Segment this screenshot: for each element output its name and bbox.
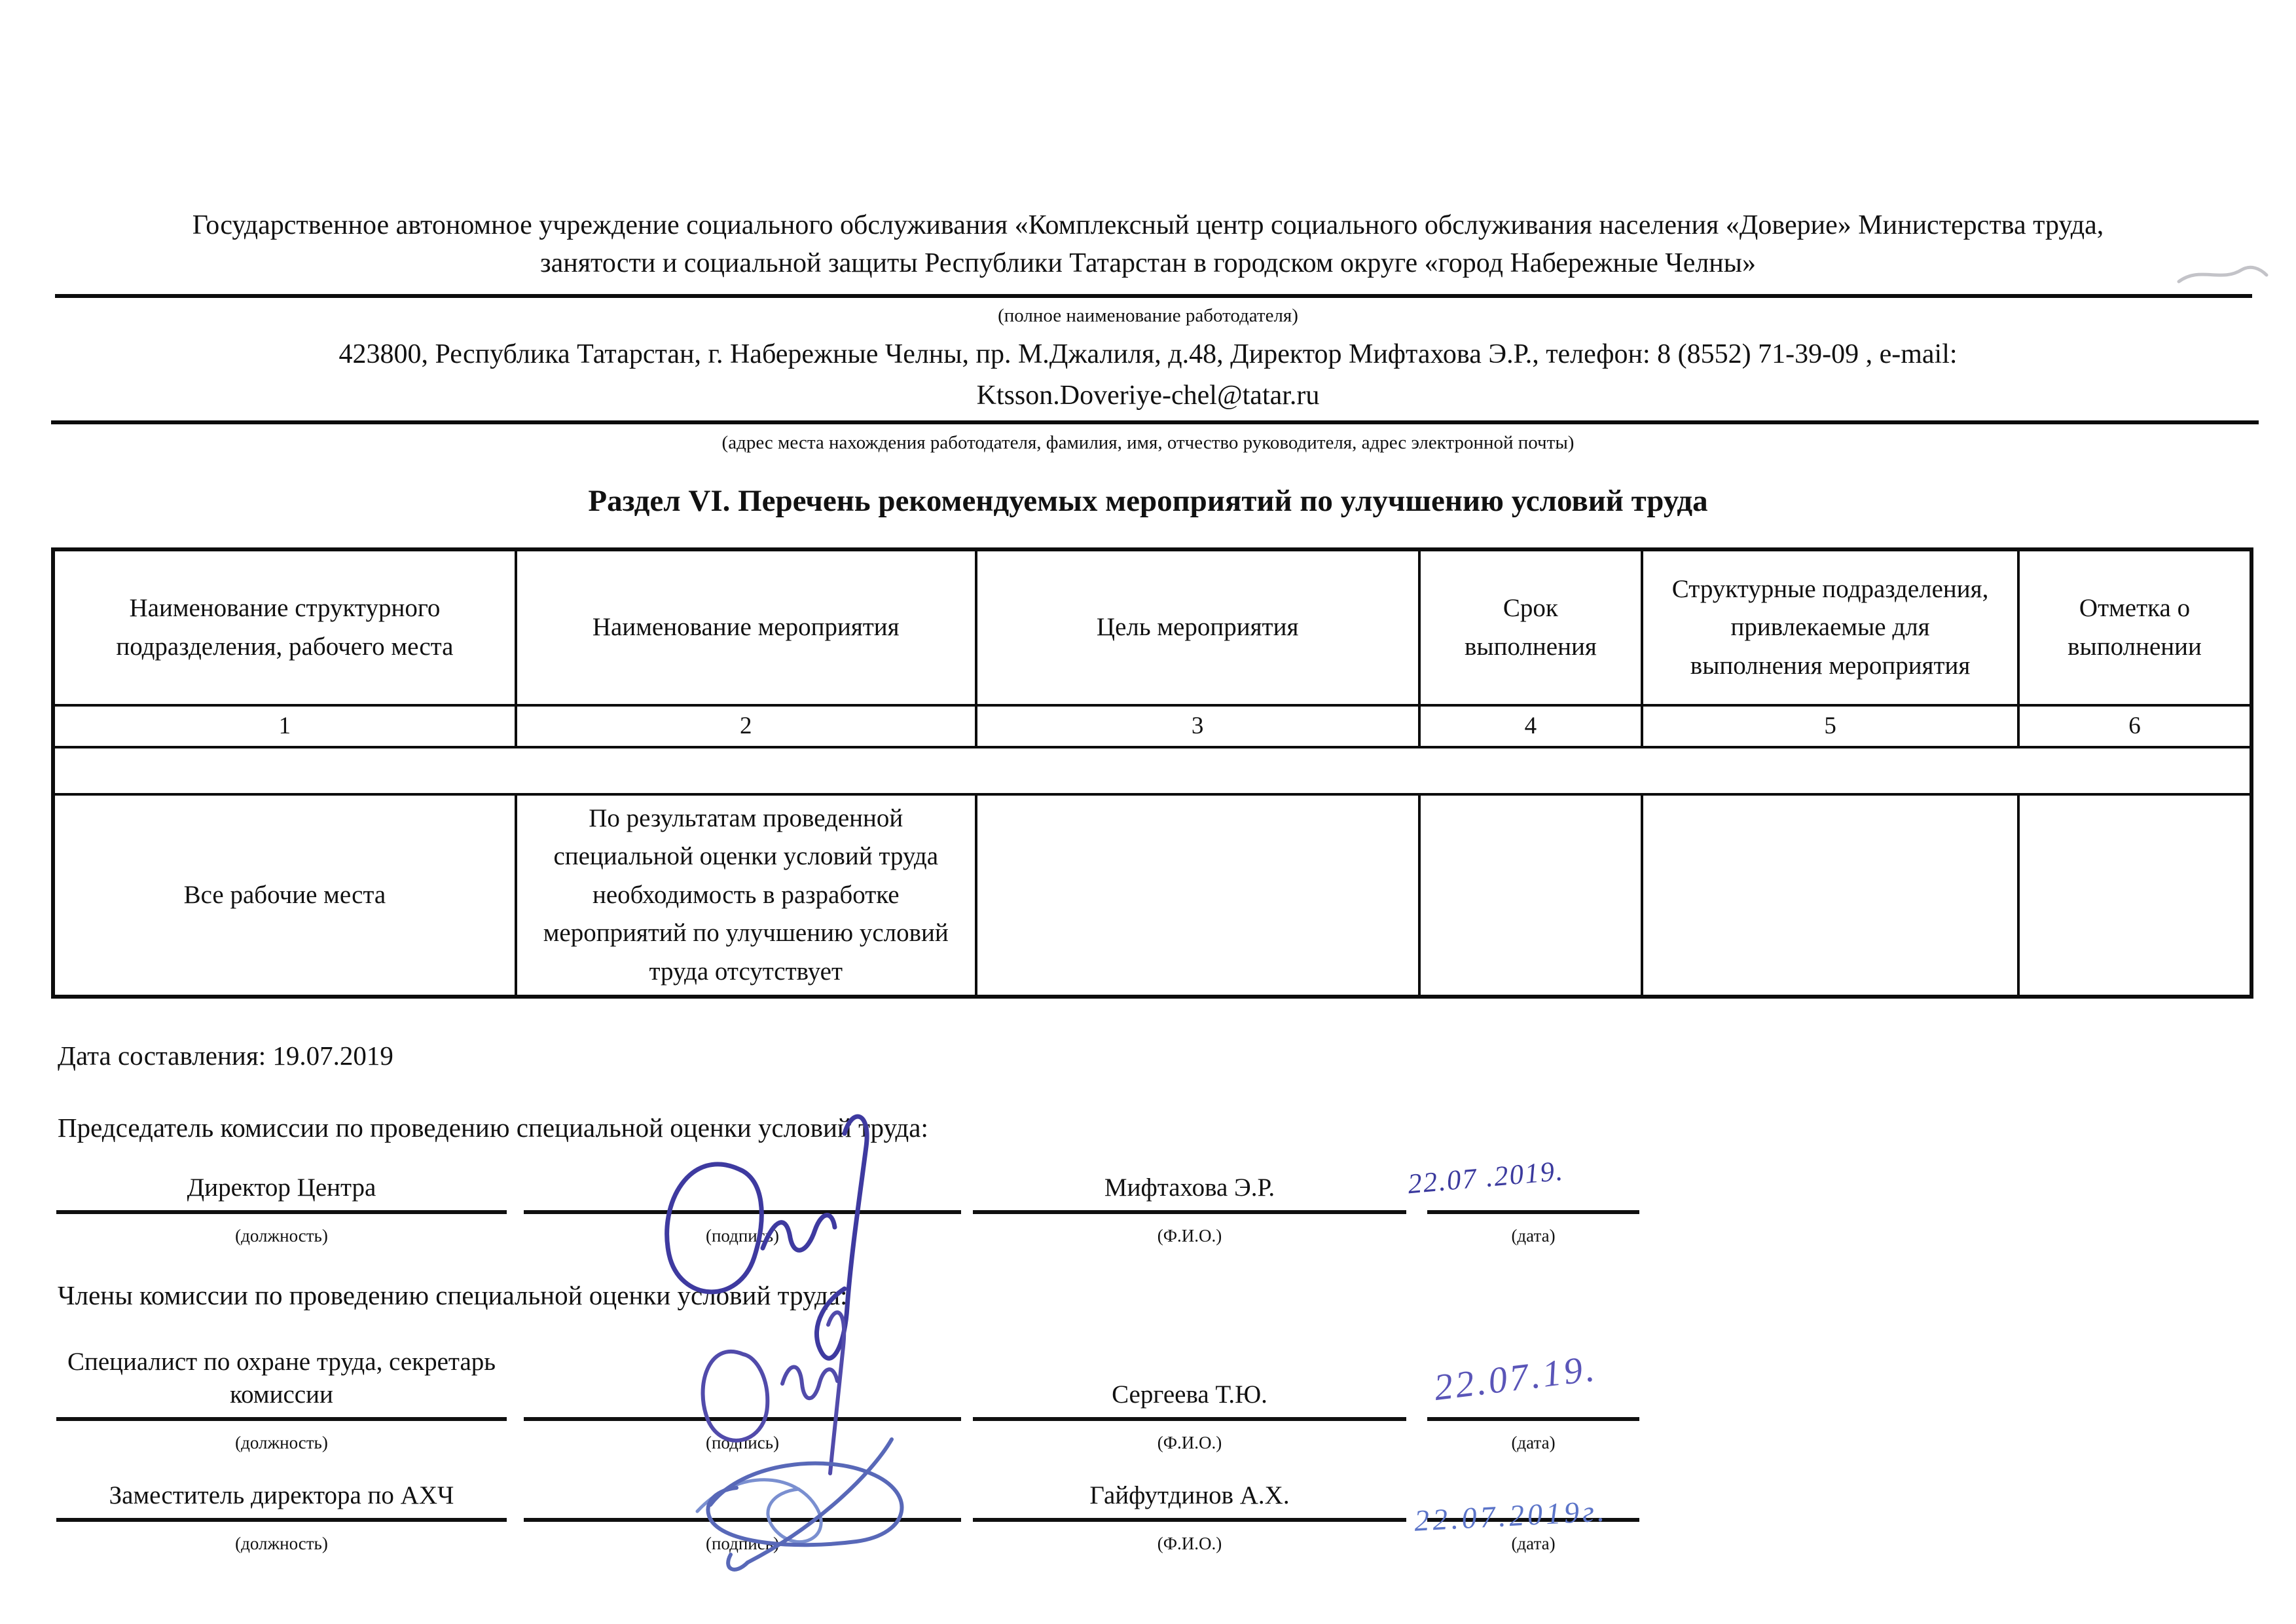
position-caption: (должность) — [235, 1433, 328, 1452]
name-caption: (Ф.И.О.) — [1157, 1534, 1222, 1553]
member1-handwritten-date: 22.07.19. — [1432, 1348, 1599, 1409]
employer-email: Ktsson.Doveriye-chel@tatar.ru — [976, 380, 1320, 411]
table-row — [53, 794, 2251, 997]
chairman-signature-line — [524, 1159, 961, 1214]
name-caption: (Ф.И.О.) — [1157, 1433, 1222, 1452]
spacer-cell — [53, 747, 2251, 794]
col-header-mark: Отметка о выполнении — [2018, 549, 2251, 705]
col-header-unit: Наименование структурного подразделения, рабочего места — [53, 549, 516, 705]
col-header-measure: Наименование мероприятия — [516, 549, 976, 705]
signature-caption: (подпись) — [705, 1534, 780, 1553]
cell-term — [1419, 794, 1643, 997]
section-title: Раздел VI. Перечень рекомендуемых мероприятий по улучшению условий труда — [588, 484, 1708, 518]
column-number-row — [53, 705, 2251, 747]
chairman-heading: Председатель комиссии по проведению специальной оценки условий труда: — [58, 1113, 928, 1143]
cell-measure: По результатам проведенной специальной оценки условий труда необходимость в разработке мероприятий по улучшению условий труда отсутствует — [516, 794, 976, 997]
member1-signature-line — [524, 1336, 961, 1421]
measures-table — [51, 547, 2253, 999]
compilation-date: Дата составления: 19.07.2019 — [58, 1041, 393, 1071]
cell-departments — [1642, 794, 2018, 997]
col-number: 4 — [1419, 705, 1643, 747]
cell-mark — [2018, 794, 2251, 997]
employer-address-caption: (адрес места нахождения работодателя, фамилия, имя, отчество руководителя, адрес электронной почты) — [721, 432, 1575, 453]
cell-unit: Все рабочие места — [53, 794, 516, 997]
employer-address: 423800, Республика Татарстан, г. Набережные Челны, пр. М.Джалиля, д.48, Директор Мифтахова Э.Р., телефон: 8 (8552) 71-39-09 , e-mail: — [338, 339, 1958, 369]
member2-handwritten-date: 22.07.2019г. — [1413, 1494, 1609, 1538]
col-number: 5 — [1642, 705, 2018, 747]
employer-address-block — [45, 334, 2251, 416]
member1-name: Сергеева Т.Ю. — [973, 1336, 1406, 1421]
table-header-row — [53, 549, 2251, 705]
member2-position: Заместитель директора по АХЧ — [56, 1477, 507, 1522]
chairman-position: Директор Центра — [56, 1159, 507, 1214]
col-header-term: Срок выполнения — [1419, 549, 1643, 705]
signature-caption: (подпись) — [705, 1226, 780, 1246]
member2-signature-line — [524, 1477, 961, 1522]
chairman-name: Мифтахова Э.Р. — [973, 1159, 1406, 1214]
employer-name-caption: (полное наименование работодателя) — [998, 305, 1298, 326]
position-caption: (должность) — [235, 1534, 328, 1553]
col-header-goal: Цель мероприятия — [976, 549, 1419, 705]
member1-position: Специалист по охране труда, секретарь комиссии — [56, 1336, 507, 1421]
divider-line — [51, 420, 2259, 424]
col-number: 3 — [976, 705, 1419, 747]
date-caption: (дата) — [1511, 1226, 1556, 1246]
signature-caption: (подпись) — [705, 1433, 780, 1452]
members-heading: Члены комиссии по проведению специальной оценки условий труда: — [58, 1280, 848, 1310]
name-caption: (Ф.И.О.) — [1157, 1226, 1222, 1246]
employer-name: Государственное автономное учреждение социального обслуживания «Комплексный центр социального обслуживания населения «Доверие» Министерства труда, занятости и социальной защиты Республики Татарстан в городском округе «город Набережные Челны» — [192, 210, 2104, 278]
divider-line — [55, 294, 2252, 298]
position-caption: (должность) — [235, 1226, 328, 1246]
pencil-mark-icon — [2174, 257, 2272, 296]
member2-name: Гайфутдинов А.Х. — [973, 1477, 1406, 1522]
col-number: 2 — [516, 705, 976, 747]
spacer-row — [53, 747, 2251, 794]
chairman-handwritten-date: 22.07 .2019. — [1406, 1155, 1565, 1200]
col-number: 1 — [53, 705, 516, 747]
cell-goal — [976, 794, 1419, 997]
date-caption: (дата) — [1511, 1534, 1556, 1553]
col-header-departments: Структурные подразделения, привлекаемые для выполнения мероприятия — [1642, 549, 2018, 705]
date-caption: (дата) — [1511, 1433, 1556, 1452]
col-number: 6 — [2018, 705, 2251, 747]
